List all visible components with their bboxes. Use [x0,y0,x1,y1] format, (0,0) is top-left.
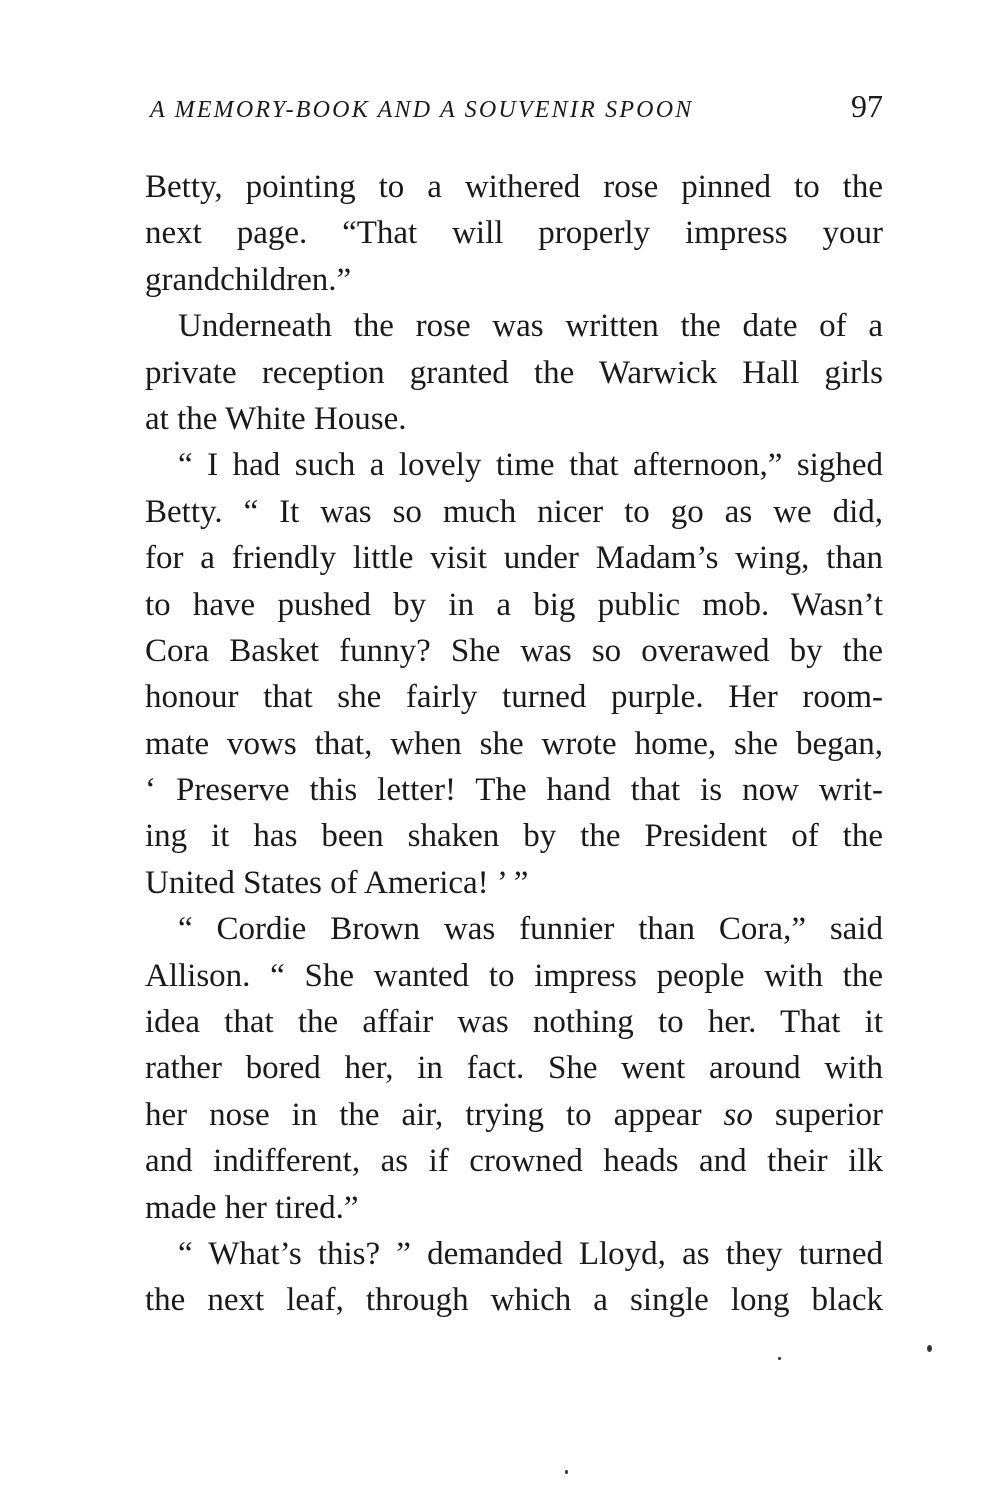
scan-speck [927,1345,932,1352]
text-line: Allison. “ She wanted to impress people with the [145,957,883,994]
text-line: “ Cordie Brown was funnier than Cora,” said [178,911,883,948]
page-number: 97 [851,88,883,124]
text-line: for a friendly little visit under Madam’s wing, than [145,540,883,577]
text-line: Betty, pointing to a withered rose pinned to the [145,169,883,205]
text-line: ing it has been shaken by the President of the [145,818,883,855]
text-line: made her tired.” [145,1189,359,1226]
text-line: her nose in the air, trying to appear so superior [145,1096,883,1133]
scan-speck [778,1357,781,1360]
text-line: to have pushed by in a big public mob. Wasn’t [145,586,883,623]
running-title: A MEMORY-BOOK AND A SOUVENIR SPOON [150,97,694,123]
text-line: ‘ Preserve this letter! The hand that is now writ- [145,772,883,809]
scan-speck [565,1470,568,1474]
text-line: “ What’s this? ” demanded Lloyd, as they turned [178,1235,883,1272]
text-line: private reception granted the Warwick Hall girls [145,354,883,391]
text-line: the next leaf, through which a single long black [145,1282,883,1319]
page-header [145,88,883,126]
text-line: Underneath the rose was written the date of a [178,308,883,345]
text-line: honour that she fairly turned purple. Her room- [145,679,883,716]
text-line: rather bored her, in fact. She went around with [145,1050,883,1087]
text-line: “ I had such a lovely time that afternoon,” sighed [178,447,883,484]
text-line: and indifferent, as if crowned heads and their ilk [145,1143,883,1180]
text-line: next page. “That will properly impress your [145,215,883,252]
text-line: mate vows that, when she wrote home, she began, [145,725,883,762]
text-line: Betty. “ It was so much nicer to go as we did, [145,493,883,530]
text-line: at the White House. [145,400,407,437]
text-line: idea that the affair was nothing to her. That it [145,1004,883,1041]
text-line: United States of America! ’ ” [145,864,529,901]
text-line: Cora Basket funny? She was so overawed by the [145,632,883,669]
text-line: grandchildren.” [145,261,352,298]
book-page [145,88,883,1324]
body-text [145,164,883,1324]
